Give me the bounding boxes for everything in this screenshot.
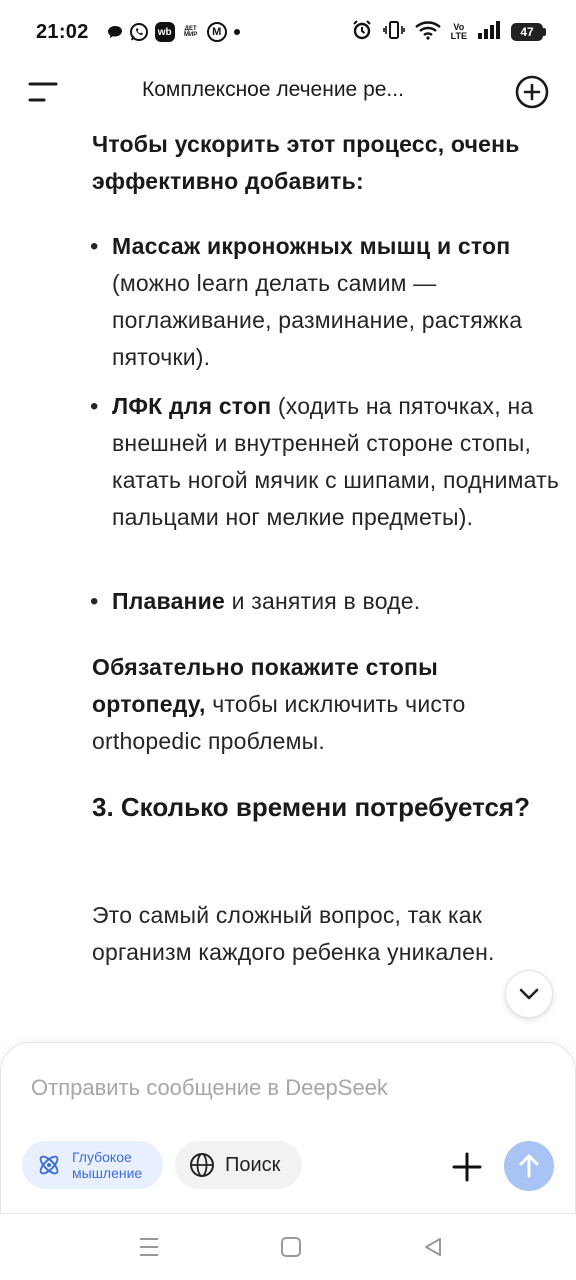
deep-think-label <box>72 1149 142 1181</box>
assistant-message <box>0 120 576 1040</box>
status-bar <box>0 0 576 64</box>
deep-think-label-line1: Глубокое <box>72 1149 132 1165</box>
chat-bubble-icon <box>107 25 123 39</box>
volte-label-bottom: LTE <box>450 31 467 41</box>
bullet-marker: • <box>90 233 99 260</box>
globe-icon <box>189 1152 215 1178</box>
alarm-icon <box>351 19 373 46</box>
arrow-up-icon <box>517 1153 541 1179</box>
message-input[interactable] <box>31 1071 531 1105</box>
wb-app-icon: wb <box>155 22 175 42</box>
list-item-title: Плавание <box>112 588 225 614</box>
deep-think-toggle[interactable] <box>22 1141 163 1189</box>
sidebar-menu-button[interactable] <box>28 80 60 104</box>
back-button[interactable] <box>418 1232 448 1262</box>
triangle-back-icon <box>422 1236 444 1258</box>
menu-icon <box>28 80 60 104</box>
intro-text: Чтобы ускорить этот процесс, очень эффективно добавить: <box>92 131 520 194</box>
signal-icon <box>477 20 501 45</box>
ortho-bold-text: Обязательно покажите стопы ортопеду, <box>92 654 438 717</box>
volte-indicator <box>451 23 467 41</box>
more-notifications-dot <box>233 28 241 36</box>
list-item-title: Массаж икроножных мышц и стоп <box>112 233 511 259</box>
recent-apps-button[interactable] <box>134 1232 164 1262</box>
attach-button[interactable] <box>451 1151 483 1183</box>
system-navigation-bar <box>0 1214 576 1280</box>
message-composer <box>0 1042 576 1214</box>
plus-circle-icon <box>514 74 550 110</box>
m-app-icon: M <box>207 22 227 42</box>
plus-icon <box>451 1151 483 1183</box>
battery-tip <box>543 28 546 36</box>
menu-lines-icon <box>137 1235 161 1259</box>
system-icons <box>351 19 546 46</box>
new-chat-button[interactable] <box>514 74 550 110</box>
home-button[interactable] <box>276 1232 306 1262</box>
deep-think-label-line2: мышление <box>72 1165 143 1181</box>
wifi-icon <box>415 20 441 45</box>
ortho-paragraph <box>92 649 532 760</box>
atom-icon <box>36 1152 62 1178</box>
search-label: Поиск <box>225 1153 281 1176</box>
list-item <box>112 388 562 536</box>
whatsapp-icon <box>129 22 149 42</box>
list-item <box>112 583 562 620</box>
send-button[interactable] <box>504 1141 554 1191</box>
chevron-down-icon <box>518 987 540 1001</box>
detmir-app-icon: ДЕТ МИР <box>184 26 198 38</box>
scroll-to-bottom-button[interactable] <box>505 970 553 1018</box>
clock: 21:02 <box>36 20 89 43</box>
bullet-marker: • <box>90 393 99 420</box>
search-toggle[interactable] <box>175 1141 302 1189</box>
ortho-text: чтобы исключить чисто orthopedic проблемы. <box>92 691 466 754</box>
vibrate-icon <box>383 20 405 45</box>
chat-title[interactable]: Комплексное лечение ре... <box>142 78 404 101</box>
bullet-marker: • <box>90 588 99 615</box>
chat-header <box>0 64 576 120</box>
list-item-text: (ходить на пяточках, на внешней и внутренней стороне стопы, катать ногой мячик с шипами, поднимать пальцами ног мелкие предметы). <box>112 393 560 530</box>
section-heading: 3. Сколько времени потребуется? <box>92 792 530 822</box>
battery-level: 47 <box>511 23 543 41</box>
battery-indicator <box>511 23 546 41</box>
body-paragraph: Это самый сложный вопрос, так как организм каждого ребенка уникален. <box>92 902 495 965</box>
notification-icons <box>107 22 241 42</box>
volte-label-top: Vo <box>453 22 465 32</box>
list-item-text: и занятия в воде. <box>224 588 421 614</box>
list-item-text: (можно learn делать самим — поглаживание, разминание, растяжка пяточки). <box>112 270 523 370</box>
list-item <box>112 228 562 376</box>
list-item-title: ЛФК для стоп <box>112 393 272 419</box>
square-icon <box>280 1236 302 1258</box>
